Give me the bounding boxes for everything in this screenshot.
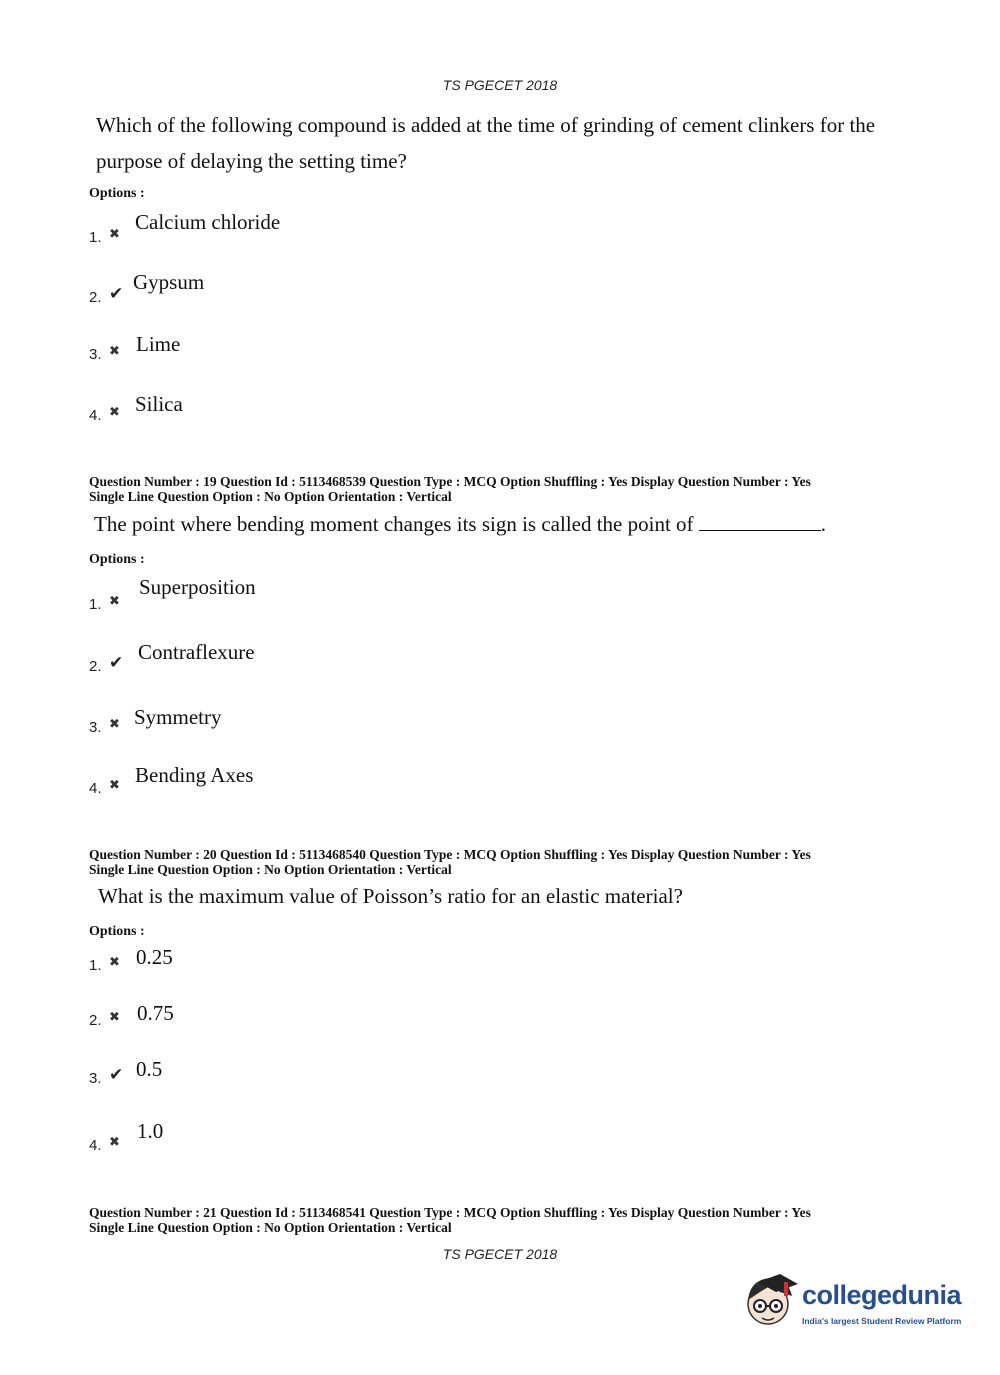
logo-tagline: India's largest Student Review Platform: [802, 1316, 962, 1326]
cross-icon: ✖: [109, 1009, 120, 1024]
option-number: 1.: [89, 229, 102, 246]
cross-icon: ✖: [109, 716, 120, 731]
question-19-text-main: The point where bending moment changes its sign is called the point of: [94, 512, 694, 536]
q20-option-1: [89, 945, 689, 985]
option-text: 0.5: [136, 1057, 163, 1081]
question-21-meta-line-2: Single Line Question Option : No Option Orientation : Vertical: [89, 1220, 452, 1235]
options-label-q20: Options :: [89, 924, 145, 939]
cross-icon: ✖: [109, 1134, 120, 1149]
check-icon: ✔: [109, 1065, 124, 1084]
q18-option-4: [89, 392, 689, 432]
page-header: TS PGECET 2018: [442, 77, 558, 93]
option-text: Bending Axes: [135, 763, 254, 787]
logo-name: collegedunia: [802, 1280, 962, 1310]
option-number: 3.: [89, 346, 102, 363]
option-number: 4.: [89, 780, 102, 797]
question-20-text: What is the maximum value of Poisson’s ratio for an elastic material?: [98, 884, 683, 908]
q19-option-1: [89, 575, 689, 615]
option-text: Contraflexure: [138, 640, 255, 664]
q20-option-3: [89, 1057, 689, 1097]
option-number: 1.: [89, 596, 102, 613]
q19-option-2: [89, 640, 689, 680]
option-number: 4.: [89, 407, 102, 424]
question-19-meta-line-2: Single Line Question Option : No Option Orientation : Vertical: [89, 489, 452, 504]
option-number: 2.: [89, 1012, 102, 1029]
option-number: 3.: [89, 719, 102, 736]
question-21-meta-line-1: Question Number : 21 Question Id : 5113468541 Question Type : MCQ Option Shuffling : Yes Display Question Number : Yes: [89, 1205, 811, 1220]
question-19-text: [94, 506, 974, 542]
option-text: 0.75: [137, 1001, 174, 1025]
options-label-q18: Options :: [89, 186, 145, 201]
question-19-meta-line-1: Question Number : 19 Question Id : 5113468539 Question Type : MCQ Option Shuffling : Yes Display Question Number : Yes: [89, 474, 811, 489]
q18-option-3: [89, 332, 689, 372]
option-text: 0.25: [136, 945, 173, 969]
question-20-meta-line-2: Single Line Question Option : No Option Orientation : Vertical: [89, 862, 452, 877]
option-text: Symmetry: [134, 705, 222, 729]
option-number: 1.: [89, 957, 102, 974]
q19-option-4: [89, 763, 689, 803]
question-19-text-end: .: [820, 512, 827, 536]
cross-icon: ✖: [109, 343, 120, 358]
option-text: Calcium chloride: [135, 210, 281, 234]
option-number: 2.: [89, 289, 102, 306]
option-text: Lime: [136, 332, 181, 356]
q20-option-4: [89, 1119, 689, 1159]
page-footer: TS PGECET 2018: [442, 1246, 558, 1262]
q18-option-2: [89, 270, 689, 310]
option-number: 2.: [89, 658, 102, 675]
cross-icon: ✖: [109, 593, 120, 608]
option-text: Gypsum: [133, 270, 205, 294]
cross-icon: ✖: [109, 954, 120, 969]
cross-icon: ✖: [109, 404, 120, 419]
question-20-meta-line-1: Question Number : 20 Question Id : 5113468540 Question Type : MCQ Option Shuffling : Yes Display Question Number : Yes: [89, 847, 811, 862]
option-number: 3.: [89, 1070, 102, 1087]
q18-option-1: [89, 210, 689, 250]
answer-blank: [699, 508, 821, 531]
question-18-text: Which of the following compound is added at the time of grinding of cement clinkers for the purpose of delaying the setting time?: [96, 113, 876, 173]
mascot-icon: [740, 1270, 800, 1340]
collegedunia-logo[interactable]: [740, 1270, 970, 1340]
check-icon: ✔: [109, 284, 124, 303]
cross-icon: ✖: [109, 777, 120, 792]
q20-option-2: [89, 1001, 689, 1041]
q19-option-3: [89, 705, 689, 745]
option-number: 4.: [89, 1137, 102, 1154]
cross-icon: ✖: [109, 226, 120, 241]
option-text: 1.0: [137, 1119, 164, 1143]
option-text: Silica: [135, 392, 183, 416]
options-label-q19: Options :: [89, 552, 145, 567]
option-text: Superposition: [139, 575, 256, 599]
check-icon: ✔: [109, 653, 124, 672]
